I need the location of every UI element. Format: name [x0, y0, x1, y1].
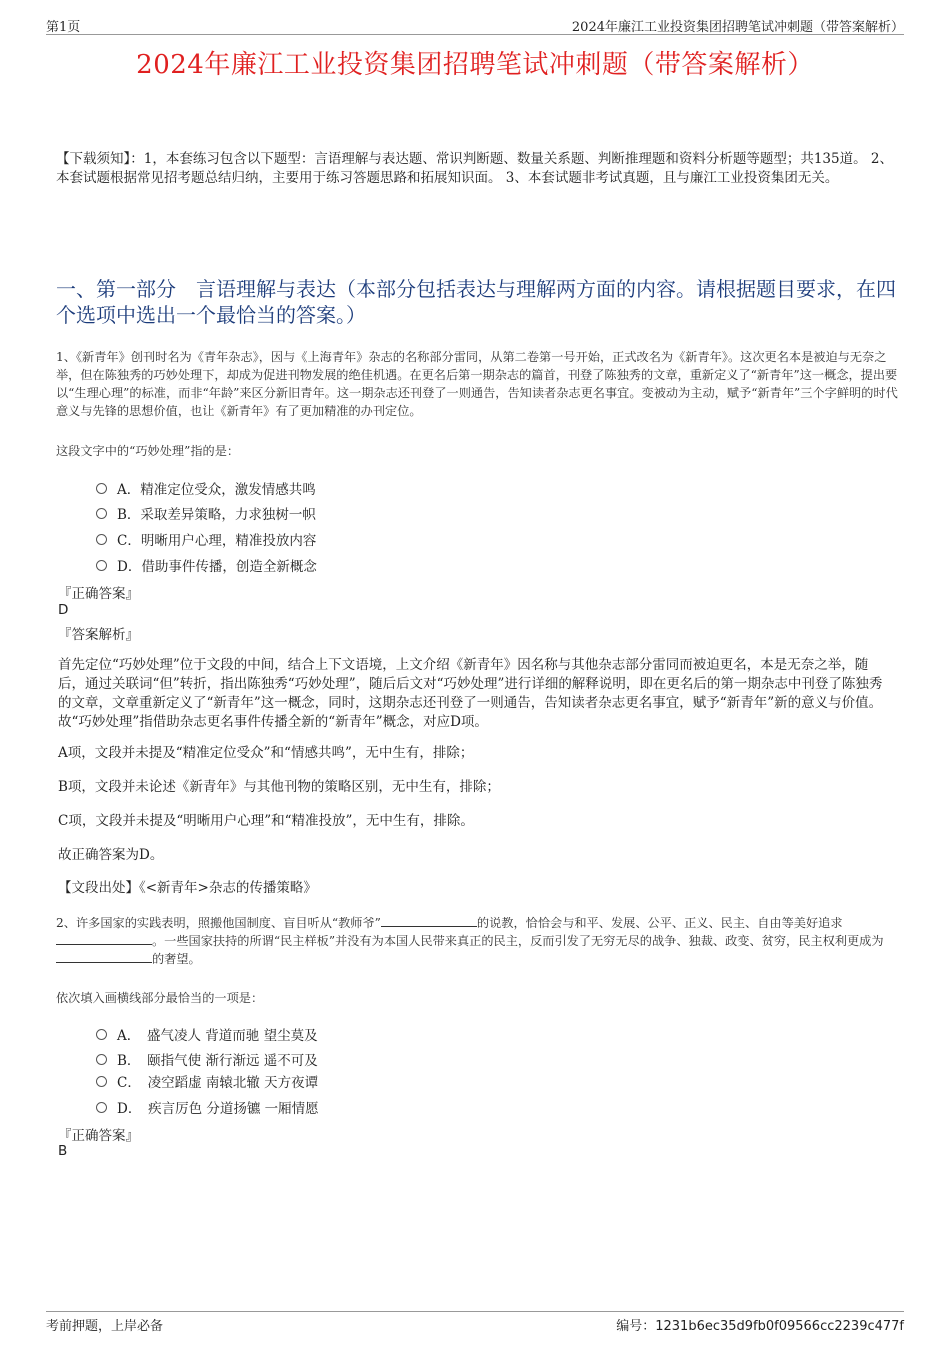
option-label: A． 盛气凌人 背道而驰 望尘莫及: [117, 1028, 318, 1044]
option-label: B．采取差异策略，力求独树一帜: [117, 507, 316, 523]
q1-analysis-c: C项，文段并未提及“明晰用户心理”和“精准投放”，无中生有，排除。: [58, 813, 474, 829]
q2-option-b[interactable]: [96, 1049, 318, 1069]
footer-doc-id: 编号：1231b6ec35d9fb0f09566cc2239c477f: [616, 1319, 904, 1334]
document-title: 2024年廉江工业投资集团招聘笔试冲刺题（带答案解析）: [136, 50, 814, 80]
fill-blank-2[interactable]: [56, 932, 152, 945]
radio-icon[interactable]: [96, 534, 107, 545]
question-1-prompt: 这段文字中的“巧妙处理”指的是：: [56, 444, 240, 458]
q1-analysis-a: A项，文段并未提及“精准定位受众”和“情感共鸣”，无中生有，排除；: [58, 745, 474, 761]
radio-icon[interactable]: [96, 1054, 107, 1065]
q1-source: 【文段出处】《<新青年>杂志的传播策略》: [58, 880, 317, 896]
q1-analysis-conclusion: 故正确答案为D。: [58, 847, 164, 863]
question-2-prompt: 依次填入画横线部分最恰当的一项是：: [56, 991, 264, 1005]
q1-option-c[interactable]: [96, 529, 316, 549]
q1-analysis-label: 『答案解析』: [58, 627, 139, 643]
option-label: C．明晰用户心理，精准投放内容: [117, 533, 317, 549]
q2-answer: B: [58, 1143, 68, 1159]
q1-option-a[interactable]: [96, 478, 316, 498]
q1-option-d[interactable]: [96, 555, 317, 575]
radio-icon[interactable]: [96, 1076, 107, 1087]
section-title: 一、第一部分 言语理解与表达（本部分包括表达与理解两方面的内容。请根据题目要求，在四个选项中选出一个最恰当的答案。）: [56, 277, 896, 327]
q2-option-d[interactable]: [96, 1097, 319, 1117]
q1-option-b[interactable]: [96, 503, 316, 523]
question-2-stem: 2、许多国家的实践表明，照搬他国制度、盲目听从“教师爷” 的说教，恰恰会与和平、发展、公平、正义、民主、自由等美好追求。一些国家扶持的所谓“民主样板”并没有为本国人民带来真正的民主，反而引发了无穷无尽的战争、独裁、政变、贫穷，民主权利更成为的奢望。: [56, 916, 884, 966]
option-label: D．借助事件传播，创造全新概念: [117, 559, 317, 575]
q1-answer: D: [58, 602, 69, 618]
q1-answer-label: 『正确答案』: [58, 586, 139, 602]
question-1-stem: 1、《新青年》创刊时名为《青年杂志》，因与《上海青年》杂志的名称部分雷同，从第二卷第一号开始，正式改名为《新青年》。这次更名本是被迫与无奈之举，但在陈独秀的巧妙处理下，却成为促进刊物发展的绝佳机遇。在更名后第一期杂志的篇首，刊登了陈独秀的文章，重新定义了“新青年”这一概念，提出要以“生理心理”的标准，而非“年龄”来区分新旧青年。这一期杂志还刊登了一则通告，告知读者杂志更名事宜。变被动为主动，赋予“新青年”三个字鲜明的时代意义与先锋的思想价值，也让《新青年》有了更加精准的办刊定位。: [56, 350, 898, 418]
radio-icon[interactable]: [96, 560, 107, 571]
footer-slogan: 考前押题，上岸必备: [46, 1319, 164, 1334]
option-label: B． 颐指气使 渐行渐远 遥不可及: [117, 1053, 318, 1069]
radio-icon[interactable]: [96, 1102, 107, 1113]
fill-blank-1[interactable]: [381, 914, 477, 927]
radio-icon[interactable]: [96, 1029, 107, 1040]
page-number: 第1页: [46, 20, 81, 35]
option-label: A．精准定位受众，激发情感共鸣: [117, 482, 316, 498]
page-footer: [46, 1311, 904, 1334]
radio-icon[interactable]: [96, 508, 107, 519]
q2-option-a[interactable]: [96, 1024, 318, 1044]
q1-analysis-main: 首先定位“巧妙处理”位于文段的中间，结合上下文语境，上文介绍《新青年》因名称与其他杂志部分雷同而被迫更名，本是无奈之举，随后，通过关联词“但”转折，指出陈独秀“巧妙处理”，随后后文对“巧妙处理”进行详细的解释说明，即在更名后的第一期杂志中刊登了陈独秀的文章，文章重新定义了“新青年”这一概念，同时，这期杂志还刊登了一则通告，告知读者杂志更名事宜，赋予“新青年”新的意义与价值。故“巧妙处理”指借助杂志更名事件传播全新的“新青年”概念，对应D项。: [58, 657, 883, 730]
option-label: D． 疾言厉色 分道扬镳 一厢情愿: [117, 1101, 319, 1117]
q2-answer-label: 『正确答案』: [58, 1128, 139, 1144]
page-header: [46, 14, 904, 35]
fill-blank-3[interactable]: [56, 950, 152, 963]
q1-analysis-b: B项，文段并未论述《新青年》与其他刊物的策略区别，无中生有，排除；: [58, 779, 500, 795]
header-doc-title: 2024年廉江工业投资集团招聘笔试冲刺题（带答案解析）: [571, 20, 904, 35]
radio-icon[interactable]: [96, 483, 107, 494]
q2-option-c[interactable]: [96, 1071, 318, 1091]
option-label: C． 凌空蹈虚 南辕北辙 天方夜谭: [117, 1075, 319, 1091]
download-notice: 【下载须知】：1，本套练习包含以下题型：言语理解与表达题、常识判断题、数量关系题、判断推理题和资料分析题等题型；共135道。 2、本套试题根据常见招考题总结归纳，主要用于练习答题思路和拓展知识面。 3、本套试题非考试真题，且与廉江工业投资集团无关。: [56, 151, 893, 186]
